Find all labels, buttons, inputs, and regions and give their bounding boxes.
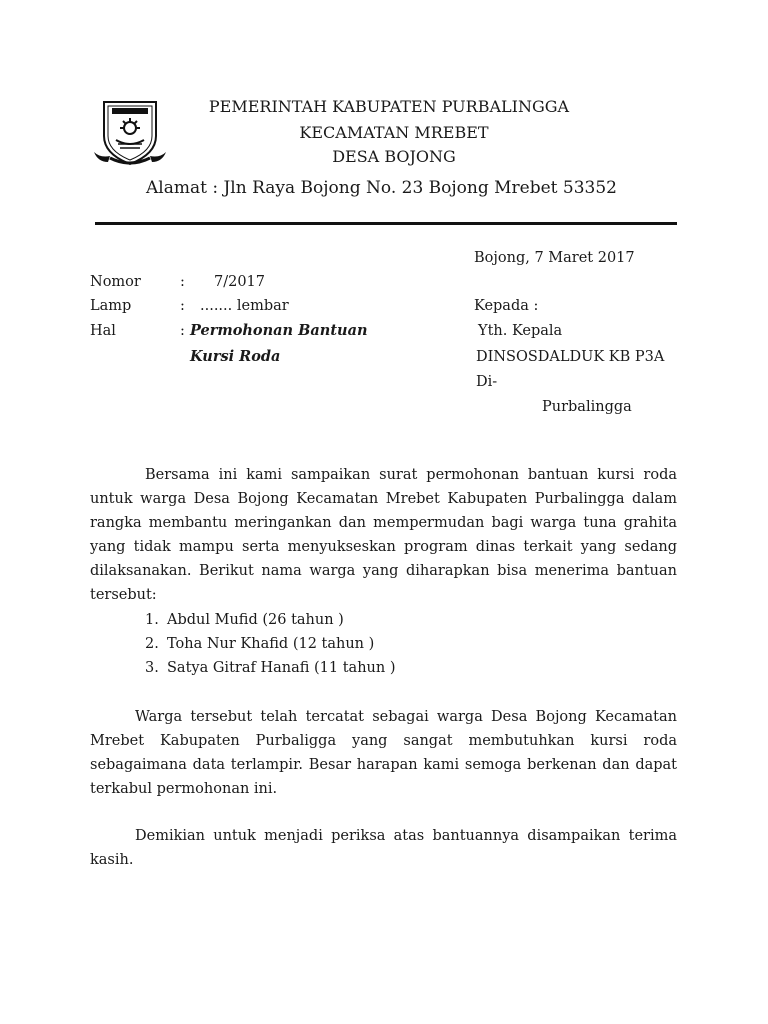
letter-date: Bojong, 7 Maret 2017 bbox=[474, 250, 635, 266]
hal-label: Hal bbox=[90, 323, 116, 339]
lamp-value: ....... lembar bbox=[200, 298, 289, 314]
list-item-text: Abdul Mufid (26 tahun ) bbox=[167, 612, 344, 628]
list-item-number: 2. bbox=[145, 636, 159, 652]
nomor-separator: : bbox=[180, 274, 185, 290]
nomor-value: 7/2017 bbox=[214, 274, 266, 290]
office-address: Alamat : Jln Raya Bojong No. 23 Bojong Mrebet 53352 bbox=[146, 178, 617, 198]
hal-separator: : bbox=[180, 323, 185, 339]
list-item bbox=[145, 608, 395, 632]
list-item-text: Satya Gitraf Hanafi (11 tahun ) bbox=[167, 660, 396, 676]
district-name: KECAMATAN MREBET bbox=[299, 123, 489, 142]
beneficiary-list bbox=[145, 608, 395, 680]
lamp-separator: : bbox=[180, 298, 185, 314]
lamp-label: Lamp bbox=[90, 298, 132, 314]
recipient-city: Purbalingga bbox=[542, 399, 632, 415]
list-item bbox=[145, 656, 395, 680]
recipient-office: DINSOSDALDUK KB P3A bbox=[476, 349, 665, 365]
hal-subject-line2: Kursi Roda bbox=[190, 348, 281, 365]
list-item-text: Toha Nur Khafid (12 tahun ) bbox=[167, 636, 375, 652]
government-name: PEMERINTAH KABUPATEN PURBALINGGA bbox=[208, 97, 570, 116]
nomor-label: Nomor bbox=[90, 274, 141, 290]
list-item bbox=[145, 632, 395, 656]
village-name: DESA BOJONG bbox=[332, 147, 456, 166]
body-paragraph-1: Bersama ini kami sampaikan surat permohonan bantuan kursi roda untuk warga Desa Bojong Kecamatan Mrebet Kabupaten Purbalingga dalam rangka membantu meringankan dan mempermudan bagi warga tuna grahita yang tidak mampu serta menyukseskan program dinas terkait yang sedang dilaksanakan. Berikut nama warga yang diharapkan bisa menerima bantuan tersebut: bbox=[90, 467, 677, 603]
list-item-number: 3. bbox=[145, 660, 159, 676]
letterhead-divider bbox=[95, 222, 677, 225]
recipient-title: Yth. Kepala bbox=[478, 323, 563, 339]
recipient-di: Di- bbox=[476, 374, 498, 390]
hal-subject-line1: Permohonan Bantuan bbox=[190, 322, 368, 339]
kepada-label: Kepada : bbox=[474, 298, 539, 314]
list-item-number: 1. bbox=[145, 612, 159, 628]
body-paragraph-2: Warga tersebut telah tercatat sebagai warga Desa Bojong Kecamatan Mrebet Kabupaten Purbaligga yang sangat membutuhkan kursi roda sebagaimana data terlampir. Besar harapan kami semoga berkenan dan dapat terkabul permohonan ini. bbox=[90, 709, 677, 797]
closing-paragraph: Demikian untuk menjadi periksa atas bantuannya disampaikan terima kasih. bbox=[90, 828, 677, 868]
